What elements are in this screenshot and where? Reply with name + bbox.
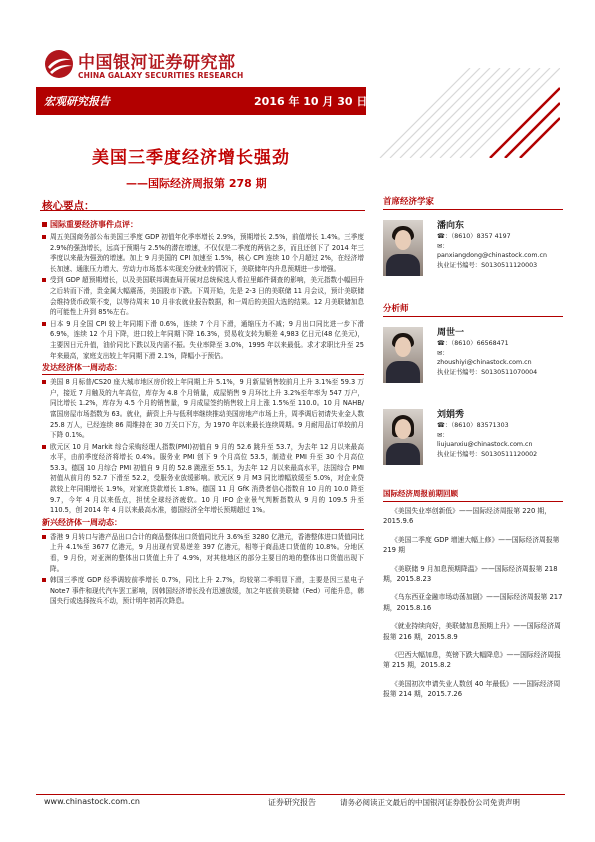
report-title: 美国三季度经济增长强劲 bbox=[92, 148, 290, 168]
analyst-photo bbox=[383, 409, 423, 465]
analyst-name: 潘向东 bbox=[437, 221, 465, 231]
report-header-bar bbox=[36, 87, 366, 115]
analyst-phone: ☎：（8610）83571303 bbox=[437, 422, 509, 429]
footer-report-type: 证券研究报告 bbox=[268, 798, 316, 807]
email-icon: ✉： bbox=[437, 349, 449, 357]
analyst-info bbox=[437, 409, 537, 459]
related-report-item[interactable]: 《美国失业率创新低》——国际经济周报第 220 期，2015.9.6 bbox=[383, 507, 552, 526]
core-points-divider bbox=[40, 210, 365, 211]
footer-website-link[interactable]: www.chinastock.com.cn bbox=[44, 797, 140, 806]
analyst-card bbox=[383, 409, 563, 487]
analyst-photo bbox=[383, 220, 423, 276]
related-report-item[interactable]: 《乌东西亚金融市场动荡加剧》——国际经济周报第 217 期，2015.8.16 bbox=[383, 593, 563, 612]
analyst-email[interactable]: panxiangdong@chinastock.com.cn bbox=[437, 252, 547, 260]
company-logo bbox=[44, 47, 244, 83]
section-developed-economies bbox=[42, 362, 364, 516]
related-report-item[interactable]: 《美国初次申请失业人数创 40 年最低》——国际经济周报第 214 期，2015.7.26 bbox=[383, 679, 561, 699]
analyst-cert: 执业证书编号：S0130511120003 bbox=[437, 261, 538, 269]
related-reports-list bbox=[383, 506, 563, 708]
paragraph: 韩国三季度 GDP 经季调较前季增长 0.7%，同比上升 2.7%，均较第二季明显下滑，主要是因三星电子 Note7 事件和现代汽车罢工影响，因韩国经济增长没有迅速放缓，加之年底前美联储（Fed）可能升息，韩国央行或选择按兵不动，预计明年初再次降息。 bbox=[42, 575, 364, 607]
footer-disclaimer: 请务必阅读正文最后的中国银河证券股份公司免责声明 bbox=[340, 798, 520, 807]
report-category: 宏观研究报告 bbox=[44, 95, 110, 108]
analyst-info bbox=[437, 327, 537, 377]
footer-divider bbox=[36, 794, 565, 795]
section-heading: 发达经济体一周动态： bbox=[42, 362, 364, 375]
related-reports-heading: 国际经济周报前期回顾 bbox=[383, 488, 563, 502]
analyst-phone: ☎：（8610）8357 4197 bbox=[437, 233, 511, 240]
paragraph: 欧元区 10 月 Markit 综合采购经理人指数(PMI)初值自 9 月的 52.6 跳升至 53.7，为去年 12 月以来最高水平，由前季度经济将增长 0.4%。服务业 PMI 创下 9 个月高位 53.5，制造业 PMI 升至 30 个月高位 53.3。德国 10 月综合 PMI 初值自 9 月的 52.8 跳涨至 55.1，为去年 12 月以来最高水平，法国综合 PMI 初值从前月的 52.7 下滑至 52.2，受服务业放缓影响。欧元区 9 月 M3 同比增幅放缓至 5.0%，对企业贷款较上年同期增长 1.9%，对家庭贷款增长 1.8%。德国 11 月 GfK 消费者信心指数自 10 月的 10.0 降至 9.7，今年 4 月以来低点，担忧全球经济疲软。10 月 IFO 企业景气判断指数从 9 月的 109.5 升至 110.5，创 2014 年 4 月以来最高水准，德国经济全年增长预期超过 1%。 bbox=[42, 442, 364, 516]
paragraph: 美国 8 月标普/CS20 座大城市地区房价较上年同期上升 5.1%，9 月新屋销售较前月上升 3.1%至 59.3 万户，接近 7 月触及的九年高位，库存为 4.8 个月销量，成屋销售 9 月环比上升 3.2%至年率为 547 万户，同比增长 1.2%，库存为 4.5 个月的销售量，9 月成屋签约销售较上月上涨 1.5%至 110.0。10 月 NAHB/富国房屋市场指数为 63。就业，薪资上升与低利率继续推动美国房地产市场上升，周季调后初请失业金人数 25.8 万人，已经连续 86 周维持在 30 万关口下方，为 1970 年以来最长连续周期。9 月耐用品订单较前月下降 0.1%。 bbox=[42, 377, 364, 441]
logo-chinese-text: 中国银河证券研究部 bbox=[78, 53, 236, 73]
analyst-photo bbox=[383, 327, 423, 383]
related-report-item[interactable]: 《巴西大幅加息，英镑下跌大幅降息》——国际经济周报第 215 期，2015.8.2 bbox=[383, 651, 561, 670]
analyst-name: 刘娟秀 bbox=[437, 410, 465, 420]
email-icon: ✉： bbox=[437, 242, 449, 250]
paragraph: 日本 9 月全国 CPI 较上年同期下滑 0.6%，连续 7 个月下滑，通缩压力不减；9 月出口同比进一步下滑 6.9%，连续 12 个月下降，进口较上年同期下降 16.3%，贸易收支转为顺差 4,983 亿日元(48 亿美元)，主要因日元升值，油价同比下跌以及内需不振。失业率降至 3.0%，1995 年以来最低。求才求职比升至 25 年来最高，家庭支出较上年同期下滑 2.1%，降幅小于预估。 bbox=[42, 319, 364, 361]
email-icon: ✉： bbox=[437, 431, 449, 439]
galaxy-logo-icon bbox=[44, 49, 74, 79]
analyst-email[interactable]: zhoushiyi@chinastock.com.cn bbox=[437, 359, 532, 367]
logo-english-text: CHINA GALAXY SECURITIES RESEARCH bbox=[78, 71, 244, 80]
analyst-card bbox=[383, 327, 563, 405]
analyst-card bbox=[383, 220, 563, 298]
related-report-item[interactable]: 《就业持续向好，美联储加息预期上升》——国际经济周报第 216 期，2015.8.9 bbox=[383, 622, 561, 641]
report-date: 2016 年 10 月 30 日 bbox=[254, 95, 368, 108]
section-emerging-economies bbox=[42, 517, 364, 607]
related-report-item[interactable]: 《美国二季度 GDP 增速大幅上修》——国际经济周报第 219 期 bbox=[383, 535, 560, 555]
section-intl-events bbox=[42, 219, 364, 361]
core-points-heading: 核心要点： bbox=[42, 200, 95, 212]
paragraph: 香港 9 月转口与港产品出口合计的商品整体出口货值同比升 3.6%至 3280 亿港元，香港整体进口货值同比上升 4.1%至 3677 亿港元，9 月出现有贸易逆差 397 亿港元，相等于商品进口货值的 10.8%。分地区看，9 月份，对亚洲的整体出口货值上升了 4.9%，对其他地区的部分主要目的地的整体出口货值出现下降。 bbox=[42, 532, 364, 574]
header-decoration bbox=[360, 68, 560, 158]
analyst-info bbox=[437, 220, 547, 270]
analyst-cert: 执业证书编号：S0130511070004 bbox=[437, 368, 538, 376]
sidebar bbox=[383, 195, 563, 487]
paragraph: 周五美国商务部公布美国三季度 GDP 初值年化季率增长 2.9%，预期增长 2.5%，前值增长 1.4%。三季度 2.9%的强劲增长，远高于预期与 2.5%的潜在增速，不仅仅是二季度的两倍之多，而且还创下了 2014 年三季度以来最为强劲的增速。加上 9 月美国的 CPI 加速至 1.5%，核心 CPI 连续 10 个月超过 2%，在经济增长加速、通胀压力增大、劳动力市场基本实现充分就业的情况下，美联储年内升息预期进一步增强。 bbox=[42, 232, 364, 274]
section-heading: 国际重要经济事件点评： bbox=[42, 219, 364, 230]
analyst-heading: 分析师 bbox=[383, 302, 563, 317]
analyst-cert: 执业证书编号：S0130511120002 bbox=[437, 450, 538, 458]
analyst-email[interactable]: liujuanxiu@chinastock.com.cn bbox=[437, 441, 533, 449]
analyst-phone: ☎：（8610）66568471 bbox=[437, 340, 509, 347]
analyst-name: 周世一 bbox=[437, 328, 465, 338]
related-report-item[interactable]: 《美联储 9 月加息预期降温》——国际经济周报第 218 期，2015.8.23 bbox=[383, 564, 558, 584]
main-content bbox=[42, 218, 364, 730]
chief-economist-heading: 首席经济学家 bbox=[383, 195, 563, 210]
paragraph: 受到 GDP 超预期增长，以及美国联邦调查局开展对总统候选人希拉里邮件调查的影响，美元指数小幅回升之后转而下滑，贵金属大幅震荡，美国股市下跌。下周开始，先是 2-3 日的美联储 11 月会议，预计美联储会维持货币政策不变，以等待周末 10 月非农就业报告数据，和一周后的美国大选的结果。12 月美联储加息的可能性上升到 85%左右。 bbox=[42, 275, 364, 317]
bullet-square-icon bbox=[42, 222, 47, 227]
section-heading: 新兴经济体一周动态： bbox=[42, 517, 364, 530]
report-subtitle: ——国际经济周报第 278 期 bbox=[126, 177, 267, 190]
